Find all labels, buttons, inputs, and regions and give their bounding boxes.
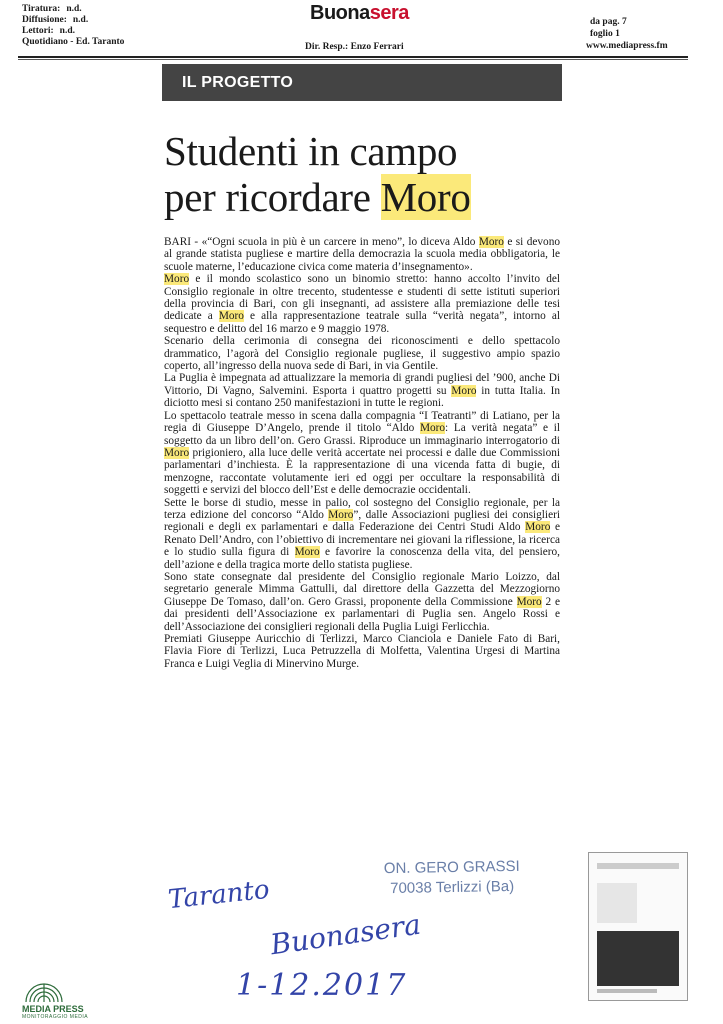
paragraph-text: Premiati Giuseppe Auricchio di Terlizzi, Marco Cianciola e Daniele Fato di Bari, Flavia Fiore di Terlizzi, Luca Petruzzella di Molfetta, Valentina Urgesi di Martina Franca e Luigi Veglia di Minervino Murge.: [164, 633, 560, 670]
article-paragraph: [164, 571, 560, 633]
globe-icon: [22, 978, 66, 1004]
highlighted-word: Moro: [380, 174, 471, 220]
paragraph-text: La Puglia è impegnata ad attualizzare la memoria di grandi pugliesi del ’900, anche Di Vittorio, Di Vagno, Salvemini. Esporta i quattro progetti su: [164, 372, 560, 397]
handwritten-paper: Buonasera: [268, 907, 423, 962]
paragraph-text: e favorire la conoscenza della vita, del pensiero, dell’azione e della tragica morte dello statista pugliese.: [164, 546, 561, 571]
address-stamp: [384, 857, 521, 899]
logo-name: MEDIA PRESS: [22, 1004, 84, 1014]
article-paragraph: [164, 335, 560, 372]
thumbnail-footer: [597, 989, 657, 993]
paragraph-text: ”, dalle Associazioni pugliesi dei consiglieri regionali e degli ex parlamentari e dalla Federazione dei Centri Studi Aldo: [164, 508, 560, 534]
stamp-line-1: ON. GERO GRASSI: [383, 857, 520, 878]
highlighted-word: Moro: [218, 310, 244, 323]
article-paragraph: [164, 236, 560, 273]
tiratura-row: Tiratura: n.d.: [22, 4, 82, 14]
header-meta: [22, 4, 124, 48]
paragraph-text: e si devono al grande statista pugliese e martire della democrazia la scuola media obbligatoria, le scuole materne, l’educazione civica come materia d’insegnamento».: [164, 236, 560, 273]
title-line-2: per ricordare Moro: [164, 174, 471, 220]
highlighted-word: Moro: [525, 521, 551, 534]
highlighted-word: Moro: [419, 422, 446, 435]
logo-subtitle: MONITORAGGIO MEDIA: [22, 1014, 89, 1020]
paragraph-text: in tutta Italia. In diciotto mesi si contano 250 manifestazioni in tutte le regioni.: [164, 384, 560, 410]
stamp-line-2: 70038 Terlizzi (Ba): [390, 877, 515, 898]
header-divider-thin: [18, 59, 688, 60]
article-body: [164, 236, 560, 670]
paragraph-text: BARI - «“Ogni scuola in più è un carcere in meno”, lo diceva Aldo: [164, 236, 479, 248]
page-number: da pag. 7: [590, 17, 627, 27]
highlighted-word: Moro: [478, 236, 504, 248]
article-title: [164, 128, 584, 220]
article-paragraph: [164, 372, 560, 409]
handwritten-city: Taranto: [166, 874, 271, 916]
newspaper-logo: Buonasera: [310, 2, 409, 24]
article-paragraph: [164, 410, 560, 497]
paragraph-text: e il mondo scolastico sono un binomio stretto: hanno accolto l’invito del Consiglio regionale in oltre trecento, studentesse e studenti di sette istituti superiori della provincia di Bari, con gli insegnanti, ad assistere alla premiazione delle tesi dedicate a: [164, 273, 560, 323]
paragraph-text: Scenario della cerimonia di consegna dei riconoscimenti e dello spettacolo drammatico, l’agorà del Consiglio regionale pugliese, il suggestivo ampio spazio coperto, all’ingresso della nuova sede di Bari, in via Gentile.: [164, 335, 560, 373]
paragraph-text: 2 e dai presidenti dell’Associazione ex parlamentari di Puglia sen. Angelo Rossi e dell’Associazione dei consiglieri regionali della Puglia Luigi Ferlicchia.: [164, 595, 560, 633]
director-line: Dir. Resp.: Enzo Ferrari: [305, 42, 404, 52]
highlighted-word: Moro: [516, 595, 542, 608]
highlighted-word: Moro: [164, 273, 190, 286]
diffusione-row: Diffusione: n.d.: [22, 15, 89, 25]
paragraph-text: e Renato Dell’Andro, con l’obiettivo di incrementare nei giovani la riflessione, la ricerca e lo studio sulla figura di: [164, 521, 560, 559]
title-line-1: Studenti in campo: [164, 128, 458, 174]
thumbnail-header: [597, 863, 679, 869]
paragraph-text: Sette le borse di studio, messe in palio, col sostegno del Consiglio regionale, per la terza edizione del concorso “Aldo: [164, 496, 560, 521]
page-thumbnail: [588, 852, 688, 1001]
highlighted-word: Moro: [451, 384, 477, 397]
sheet-number: foglio 1: [590, 29, 620, 39]
paragraph-text: Lo spettacolo teatrale messo in scena dalla compagnia “I Teatranti” di Latiano, per la regia di Giuseppe D’Angelo, prende il titolo “Aldo: [164, 409, 560, 435]
section-banner: IL PROGETTO: [162, 64, 562, 101]
handwritten-date: 1-12.2017: [236, 968, 408, 1003]
paragraph-text: e alla rappresentazione teatrale sulla “verità negata”, intorno al sequestro e delitto del 16 marzo e 9 maggio 1978.: [164, 310, 560, 335]
article-paragraph: [164, 497, 560, 571]
lettori-row: Lettori: n.d.: [22, 26, 75, 36]
highlighted-word: Moro: [294, 546, 320, 559]
highlighted-word: Moro: [164, 446, 190, 459]
article-paragraph: [164, 273, 560, 335]
website-link[interactable]: www.mediapress.fm: [586, 41, 668, 51]
article-paragraph: [164, 633, 560, 670]
media-press-logo: [22, 978, 112, 1018]
highlighted-word: Moro: [328, 508, 354, 521]
paragraph-text: : La verità negata” e il soggetto da un libro dell’on. Gero Grassi. Riproduce un immaginario interrogatorio di: [164, 422, 560, 447]
thumbnail-block: [597, 883, 637, 923]
header-divider: [18, 56, 688, 58]
page-info: [586, 16, 668, 52]
edition-row: Quotidiano - Ed. Taranto: [22, 37, 125, 47]
paragraph-text: Sono state consegnate dal presidente del Consiglio regionale Mario Loizzo, dal segretario generale Mimma Gattulli, dal direttore della Gazzetta del Mezzogiorno Giuseppe De Tomaso, dall’on. Gero Grassi, proponente della Commissione: [164, 570, 560, 608]
paragraph-text: prigioniero, alla luce delle verità accertate nei processi e dalle due Commissioni parlamentari d’inchiesta. È la rappresentazione di una vicenda fatta di bugie, di menzogne, raccontate volutamente ieri ed oggi per occultare la responsabilità di soggetti e servizi del blocco dell’Est e delle democrazie occidentali.: [164, 446, 560, 497]
thumbnail-photo: [597, 931, 679, 986]
